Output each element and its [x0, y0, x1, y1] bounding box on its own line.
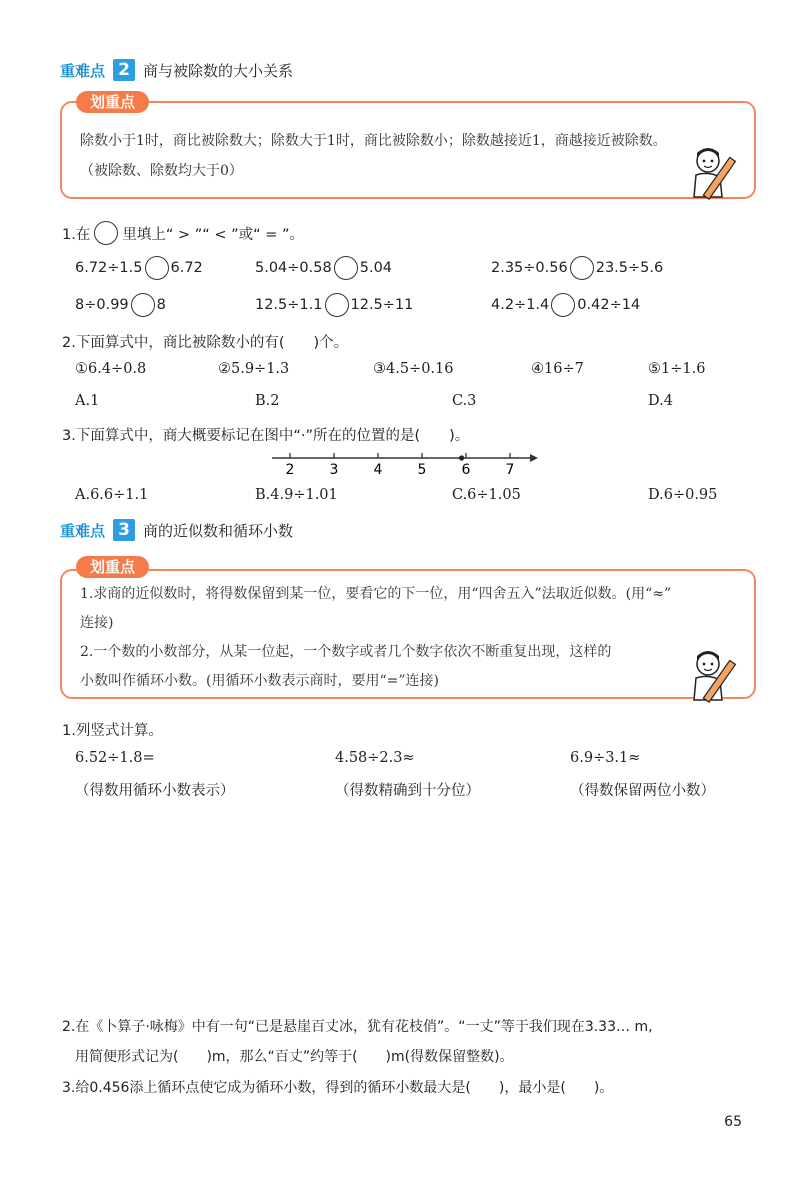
tick-label: 5 [417, 462, 427, 478]
compare-left: 6.72÷1.5 [75, 260, 143, 276]
section-number: 3 [113, 519, 135, 541]
compare-item [491, 293, 640, 317]
compare-left: 12.5÷1.1 [255, 297, 323, 313]
question-1: 1.列竖式计算。 [62, 723, 163, 739]
choice-option[interactable]: A.6.6÷1.1 [75, 487, 149, 503]
compare-right: 12.5÷11 [350, 297, 414, 313]
answer-circle[interactable] [570, 256, 594, 280]
key-point-line: 小数叫作循环小数。(用循环小数表示商时，要用“=”连接) [80, 673, 439, 689]
key-point-line: （被除数、除数均大于0） [80, 163, 243, 179]
compare-right: 0.42÷14 [577, 297, 641, 313]
key-points-box [60, 101, 756, 199]
key-point-line: 1.求商的近似数时，将得数保留到某一位，要看它的下一位，用“四舍五入”法取近似数。(用“≈” [80, 586, 672, 602]
compare-right: 5.04 [359, 260, 393, 276]
section-title: 商与被除数的大小关系 [143, 61, 294, 80]
compare-left: 4.2÷1.4 [491, 297, 550, 313]
answer-circle[interactable] [131, 293, 155, 317]
section-title: 商的近似数和循环小数 [143, 521, 294, 540]
tick-label: 6 [461, 462, 471, 478]
tick-label: 4 [373, 462, 383, 478]
key-points-tag: 划重点 [76, 556, 149, 578]
calc-note: （得数精确到十分位） [335, 783, 480, 799]
compare-item [491, 256, 663, 280]
student-pencil-icon [686, 145, 746, 203]
student-pencil-icon [686, 648, 746, 706]
question-text: 里填上“ > ”“ < ”或“ = ”。 [122, 226, 305, 243]
question-3: 3.下面算式中，商大概要标记在图中“·”所在的位置的是( )。 [62, 428, 470, 444]
key-points-tag: 划重点 [76, 91, 149, 113]
key-point-line: 除数小于1时，商比被除数大；除数大于1时，商比被除数小；除数越接近1，商越接近被除数。 [80, 133, 667, 149]
section-3-header [60, 518, 293, 542]
question-prefix: 1.在 [62, 226, 91, 243]
compare-item [255, 293, 413, 317]
choice-option[interactable]: D.6÷0.95 [648, 487, 718, 503]
compare-item [75, 293, 166, 317]
expression-item: ④16÷7 [531, 361, 584, 377]
compare-right: 6.72 [170, 260, 203, 276]
expression-item: ②5.9÷1.3 [218, 361, 290, 377]
expression-item: ①6.4÷0.8 [75, 361, 147, 377]
compare-right: 23.5÷5.6 [595, 260, 664, 276]
answer-circle[interactable] [551, 293, 575, 317]
choice-option[interactable]: A.1 [75, 393, 100, 409]
section-label: 重难点 [60, 521, 106, 540]
calc-note: （得数用循环小数表示） [75, 783, 235, 799]
compare-item [75, 256, 203, 280]
arrow-right-icon [530, 454, 538, 462]
compare-left: 8÷0.99 [75, 297, 129, 313]
answer-circle[interactable] [334, 256, 358, 280]
marked-point [459, 455, 464, 460]
answer-circle[interactable] [325, 293, 349, 317]
key-point-line: 2.一个数的小数部分，从某一位起，一个数字或者几个数字依次不断重复出现，这样的 [80, 644, 612, 660]
key-point-line: 连接) [80, 615, 114, 631]
question-2-cont: 用简便形式记为( )m，那么“百丈”约等于( )m(得数保留整数)。 [75, 1049, 514, 1065]
choice-option[interactable]: B.4.9÷1.01 [255, 487, 338, 503]
calc-expression: 6.9÷3.1≈ [570, 750, 641, 766]
calc-expression: 4.58÷2.3≈ [335, 750, 415, 766]
question-1 [62, 221, 304, 245]
choice-option[interactable]: D.4 [648, 393, 673, 409]
section-2-header [60, 58, 293, 82]
tick-label: 7 [505, 462, 515, 478]
compare-item [255, 256, 392, 280]
compare-right: 8 [156, 297, 166, 313]
section-number: 2 [113, 59, 135, 81]
question-3: 3.给0.456添上循环点使它成为循环小数，得到的循环小数最大是( )，最小是( )。 [62, 1080, 614, 1096]
answer-circle[interactable] [94, 221, 118, 245]
choice-option[interactable]: C.3 [452, 393, 477, 409]
choice-option[interactable]: C.6÷1.05 [452, 487, 521, 503]
expression-item: ③4.5÷0.16 [373, 361, 454, 377]
compare-left: 2.35÷0.56 [491, 260, 568, 276]
expression-item: ⑤1÷1.6 [648, 361, 706, 377]
tick-label: 3 [329, 462, 339, 478]
choice-option[interactable]: B.2 [255, 393, 280, 409]
question-2: 2.在《卜算子·咏梅》中有一句“已是悬崖百丈冰，犹有花枝俏”。“一丈”等于我们现在3.33… m, [62, 1019, 653, 1035]
tick-label: 2 [285, 462, 295, 478]
calc-note: （得数保留两位小数） [570, 783, 715, 799]
question-2: 2.下面算式中，商比被除数小的有( )个。 [62, 335, 349, 351]
page-number: 65 [724, 1114, 742, 1130]
answer-circle[interactable] [145, 256, 169, 280]
section-label: 重难点 [60, 61, 106, 80]
number-line [268, 448, 538, 478]
compare-left: 5.04÷0.58 [255, 260, 332, 276]
calc-expression: 6.52÷1.8= [75, 750, 155, 766]
